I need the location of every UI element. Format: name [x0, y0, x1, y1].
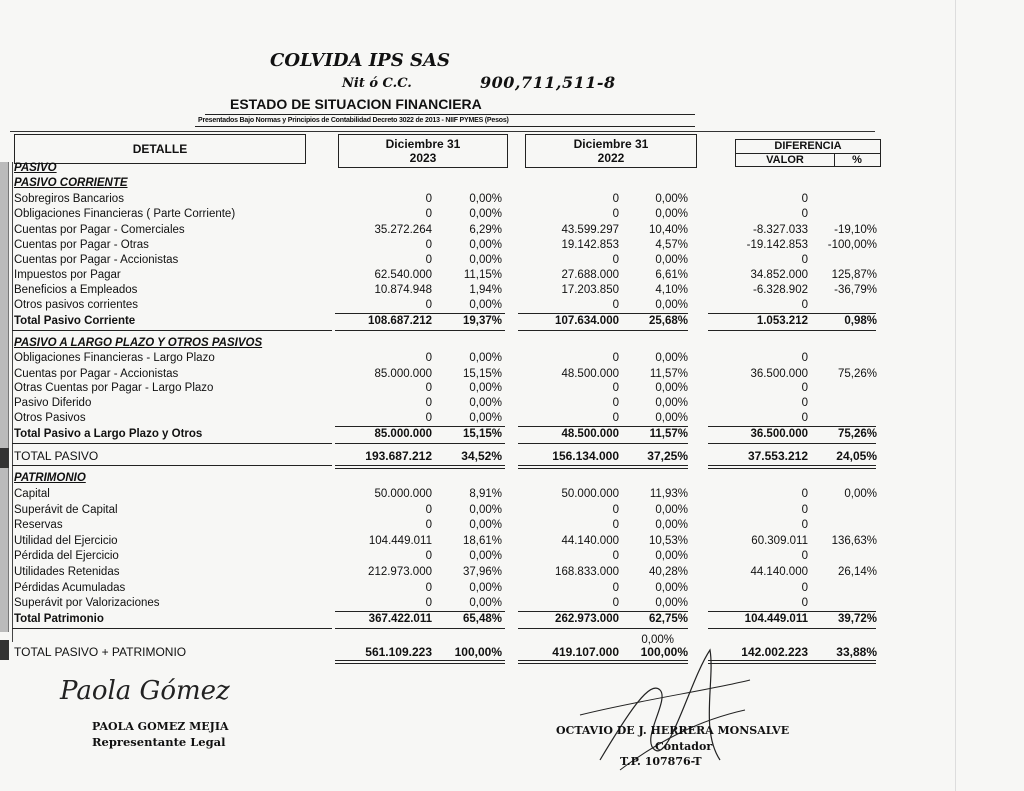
value-2022: 168.833.000 — [555, 566, 619, 578]
row-label: Superávit por Valorizaciones — [14, 597, 160, 609]
percent-2023: 65,48% — [462, 613, 502, 625]
percent-2022: 62,75% — [648, 613, 688, 625]
row-label: TOTAL PASIVO — [14, 449, 99, 463]
signer-right-tp: T.P. 107876-T — [620, 755, 702, 768]
rule-line — [708, 611, 876, 612]
difference-value: 0 — [801, 254, 808, 266]
percent-2022: 0,00% — [655, 582, 688, 594]
difference-percent: -100,00% — [827, 239, 877, 251]
percent-2023: 19,37% — [462, 315, 502, 327]
value-2023: 0 — [425, 239, 432, 251]
percent-2023: 15,15% — [462, 428, 502, 440]
rule-line — [335, 628, 505, 629]
percent-2023: 8,91% — [469, 488, 502, 500]
difference-value: 60.309.011 — [751, 535, 808, 547]
value-2023: 85.000.000 — [374, 428, 432, 440]
value-2022: 0 — [612, 412, 619, 424]
percent-2023: 18,61% — [462, 535, 502, 547]
value-2022: 27.688.000 — [561, 269, 619, 281]
col2023-line1: Diciembre 31 — [385, 137, 461, 151]
difference-value: 0 — [801, 550, 808, 562]
percent-2023: 34,52% — [461, 449, 502, 463]
diferencia-label: DIFERENCIA — [774, 140, 842, 152]
percent-2022: 4,57% — [655, 239, 688, 251]
percent-2022: 10,53% — [648, 535, 688, 547]
percent-2023: 0,00% — [469, 504, 502, 516]
rule-line — [518, 443, 688, 444]
row-label: Cuentas por Pagar - Comerciales — [14, 224, 185, 236]
rule-line — [518, 611, 688, 612]
percent-2023: 0,00% — [469, 382, 502, 394]
row-label: Beneficios a Empleados — [14, 284, 138, 296]
value-2023: 108.687.212 — [368, 315, 432, 327]
value-2023: 62.540.000 — [374, 269, 432, 281]
value-2023: 85.000.000 — [374, 368, 432, 380]
row-label: Capital — [14, 488, 50, 500]
percent-2022: 0,00% — [655, 550, 688, 562]
difference-value: -6.328.902 — [753, 284, 808, 296]
rule-line — [518, 330, 688, 331]
rule-line — [12, 628, 332, 629]
value-2023: 0 — [425, 352, 432, 364]
difference-value: 36.500.000 — [750, 368, 808, 380]
rule-line — [708, 313, 876, 314]
difference-value: 0 — [801, 208, 808, 220]
signer-right-role: Contador — [655, 740, 713, 753]
value-2023: 367.422.011 — [368, 613, 432, 625]
difference-value: 37.553.212 — [747, 449, 808, 463]
value-2022: 0 — [612, 597, 619, 609]
row-label: TOTAL PASIVO + PATRIMONIO — [14, 645, 187, 659]
value-2023: 0 — [425, 597, 432, 609]
difference-value: 0 — [801, 504, 808, 516]
report-title: ESTADO DE SITUACION FINANCIERA — [230, 96, 482, 112]
value-2023: 0 — [425, 504, 432, 516]
value-2023: 0 — [425, 193, 432, 205]
percent-2022: 11,57% — [649, 368, 688, 380]
rule-line — [12, 465, 332, 466]
difference-value: 0 — [801, 597, 808, 609]
percent-2023: 11,15% — [463, 269, 502, 281]
percent-2022: 0,00% — [655, 504, 688, 516]
percent-2022: 0,00% — [655, 519, 688, 531]
difference-percent: 136,63% — [831, 535, 877, 547]
percent-2022: 0,00% — [655, 382, 688, 394]
percent-2022: 11,93% — [649, 488, 688, 500]
row-label: Total Patrimonio — [14, 613, 104, 625]
row-label: Impuestos por Pagar — [14, 269, 121, 281]
rule-line — [518, 313, 688, 314]
percent-2022: 100,00% — [640, 645, 688, 659]
left-marker — [0, 448, 9, 468]
row-label: Utilidad del Ejercicio — [14, 535, 118, 547]
row-label: Superávit de Capital — [14, 504, 118, 516]
norms-underline — [195, 126, 695, 127]
rule-line — [12, 443, 332, 444]
value-2022: 0 — [612, 582, 619, 594]
row-label: Cuentas por Pagar - Accionistas — [14, 254, 179, 266]
value-2023: 0 — [425, 412, 432, 424]
section-pasivo-corriente: PASIVO CORRIENTE — [14, 177, 128, 189]
row-label: Otros Pasivos — [14, 412, 86, 424]
percent-2023: 100,00% — [454, 645, 502, 659]
difference-value: 0 — [801, 412, 808, 424]
row-label: Cuentas por Pagar - Accionistas — [14, 368, 179, 380]
percent-2022: 0,00% — [655, 597, 688, 609]
difference-value: 0 — [801, 299, 808, 311]
row-label: Reservas — [14, 519, 63, 531]
percent-2023: 0,00% — [469, 239, 502, 251]
value-2023: 0 — [425, 550, 432, 562]
difference-value: 142.002.223 — [741, 645, 808, 659]
nit-label: Nit ó C.C. — [342, 76, 412, 91]
title-underline — [205, 114, 695, 115]
value-2023: 0 — [425, 254, 432, 266]
percent-2022: 0,00% — [655, 193, 688, 205]
difference-value: 104.449.011 — [744, 613, 808, 625]
row-label: Otras Cuentas por Pagar - Largo Plazo — [14, 382, 214, 394]
double-rule — [335, 465, 505, 469]
percent-2023: 0,00% — [469, 193, 502, 205]
difference-value: 36.500.000 — [750, 428, 808, 440]
percent-2023: 1,94% — [469, 284, 502, 296]
detalle-header — [14, 134, 306, 164]
percent-2023: 6,29% — [469, 224, 502, 236]
difference-value: -8.327.033 — [753, 224, 808, 236]
rule-line — [518, 426, 688, 427]
difference-percent: 24,05% — [836, 449, 877, 463]
row-label: Obligaciones Financieras ( Parte Corriente) — [14, 208, 236, 220]
detalle-label: DETALLE — [132, 142, 188, 156]
difference-value: 0 — [801, 352, 808, 364]
percent-2022: 0,00% — [655, 299, 688, 311]
difference-value: 0 — [801, 519, 808, 531]
value-2023: 104.449.011 — [368, 535, 432, 547]
value-2023: 0 — [425, 582, 432, 594]
percent-2023: 0,00% — [469, 597, 502, 609]
value-2022: 0 — [612, 519, 619, 531]
value-2022: 50.000.000 — [561, 488, 619, 500]
rule-line — [12, 330, 332, 331]
value-2022: 0 — [612, 208, 619, 220]
signature-left: Paola Gómez — [60, 676, 230, 706]
value-2022: 0 — [612, 550, 619, 562]
rule-line — [335, 426, 505, 427]
value-2022: 0 — [612, 382, 619, 394]
value-2023: 0 — [425, 299, 432, 311]
difference-percent: 39,72% — [837, 613, 877, 625]
value-2022: 156.134.000 — [552, 449, 619, 463]
value-2023: 0 — [425, 397, 432, 409]
difference-value: 0 — [801, 488, 808, 500]
percent-2023: 0,00% — [469, 299, 502, 311]
norms-subtitle: Presentados Bajo Normas y Principios de Contabilidad Decreto 3022 de 2013 - NIIF PYMES (Pesos) — [198, 117, 509, 124]
row-label: Pasivo Diferido — [14, 397, 92, 409]
percent-2022: 25,68% — [648, 315, 688, 327]
percent-2023: 0,00% — [469, 397, 502, 409]
value-2023: 561.109.223 — [365, 645, 432, 659]
percent-2023: 0,00% — [469, 352, 502, 364]
row-label: Cuentas por Pagar - Otras — [14, 239, 149, 251]
value-2023: 50.000.000 — [374, 488, 432, 500]
percent-2022: 10,40% — [648, 224, 688, 236]
percent-2023: 0,00% — [469, 412, 502, 424]
value-2023: 212.973.000 — [368, 566, 432, 578]
percent-2023: 0,00% — [469, 582, 502, 594]
difference-percent: 0,98% — [844, 315, 877, 327]
column-2022-header — [525, 134, 697, 168]
value-2022: 419.107.000 — [552, 645, 619, 659]
col2023-line2: 2023 — [409, 151, 437, 165]
row-label: Sobregiros Bancarios — [14, 193, 124, 205]
value-2022: 0 — [612, 352, 619, 364]
difference-value: 44.140.000 — [750, 566, 808, 578]
row-label: Total Pasivo a Largo Plazo y Otros — [14, 428, 203, 440]
percent-2023: 37,96% — [462, 566, 502, 578]
percent-2022: 0,00% — [655, 208, 688, 220]
percent-2022: 0,00% — [655, 352, 688, 364]
percent-2022: 0,00% — [655, 397, 688, 409]
percent-2022: 6,61% — [655, 269, 688, 281]
difference-percent: -19,10% — [834, 224, 877, 236]
value-2022: 44.140.000 — [561, 535, 619, 547]
percent-2022: 0,00% — [655, 254, 688, 266]
extra-percent: 0,00% — [641, 634, 674, 646]
signer-left-name: PAOLA GOMEZ MEJIA — [92, 720, 229, 733]
rule-line — [335, 313, 505, 314]
value-2022: 0 — [612, 397, 619, 409]
percent-2023: 0,00% — [469, 208, 502, 220]
value-2023: 0 — [425, 208, 432, 220]
rule-line — [335, 443, 505, 444]
section-patrimonio: PATRIMONIO — [14, 472, 86, 484]
percent-2022: 0,00% — [655, 412, 688, 424]
value-2022: 19.142.853 — [561, 239, 619, 251]
row-label: Utilidades Retenidas — [14, 566, 120, 578]
difference-value: 0 — [801, 582, 808, 594]
row-label: Pérdidas Acumuladas — [14, 582, 126, 594]
percent-2023: 15,15% — [462, 368, 502, 380]
double-rule — [708, 465, 876, 469]
value-2023: 0 — [425, 519, 432, 531]
difference-value: 0 — [801, 382, 808, 394]
rule-line — [708, 426, 876, 427]
rule-line — [708, 443, 876, 444]
company-name: COLVIDA IPS SAS — [270, 50, 450, 71]
value-2023: 0 — [425, 382, 432, 394]
value-2022: 107.634.000 — [555, 315, 619, 327]
difference-value: 0 — [801, 193, 808, 205]
percent-2023: 0,00% — [469, 519, 502, 531]
value-2022: 0 — [612, 299, 619, 311]
percent-2022: 37,25% — [647, 449, 688, 463]
left-margin-bar — [0, 162, 9, 632]
section-pasivo-largo-plazo: PASIVO A LARGO PLAZO Y OTROS PASIVOS — [14, 337, 263, 349]
difference-value: 34.852.000 — [750, 269, 808, 281]
row-label: Otros pasivos corrientes — [14, 299, 138, 311]
pct-label: % — [834, 153, 880, 166]
value-2022: 0 — [612, 504, 619, 516]
valor-label: VALOR — [736, 153, 835, 166]
row-label: Obligaciones Financieras - Largo Plazo — [14, 352, 215, 364]
difference-value: -19.142.853 — [746, 239, 808, 251]
percent-2022: 4,10% — [655, 284, 688, 296]
section-pasivo: PASIVO — [14, 162, 57, 174]
percent-2022: 11,57% — [649, 428, 688, 440]
value-2022: 48.500.000 — [561, 428, 619, 440]
difference-percent: 125,87% — [831, 269, 877, 281]
double-rule — [335, 660, 505, 664]
diferencia-header — [735, 139, 881, 167]
value-2022: 48.500.000 — [561, 368, 619, 380]
signer-right-name: OCTAVIO DE J. HERRERA MONSALVE — [556, 724, 790, 737]
value-2022: 262.973.000 — [555, 613, 619, 625]
difference-percent: -36,79% — [834, 284, 877, 296]
left-marker — [0, 640, 9, 660]
nit-number: 900,711,511-8 — [480, 73, 616, 92]
value-2022: 0 — [612, 193, 619, 205]
difference-percent: 26,14% — [837, 566, 877, 578]
value-2023: 10.874.948 — [374, 284, 432, 296]
difference-value: 0 — [801, 397, 808, 409]
difference-value: 1.053.212 — [756, 315, 808, 327]
column-2023-header — [338, 134, 508, 168]
row-label: Pérdida del Ejercicio — [14, 550, 119, 562]
percent-2023: 0,00% — [469, 550, 502, 562]
difference-percent: 75,26% — [837, 368, 877, 380]
col2022-line2: 2022 — [597, 151, 625, 165]
difference-percent: 0,00% — [844, 488, 877, 500]
page-edge — [955, 0, 956, 791]
signer-left-role: Representante Legal — [92, 735, 226, 749]
difference-percent: 33,88% — [836, 645, 877, 659]
percent-2023: 0,00% — [469, 254, 502, 266]
difference-percent: 75,26% — [837, 428, 877, 440]
value-2022: 43.599.297 — [561, 224, 619, 236]
row-label: Total Pasivo Corriente — [14, 315, 136, 327]
col2022-line1: Diciembre 31 — [573, 137, 649, 151]
rule-line — [708, 330, 876, 331]
header-rule — [10, 131, 875, 132]
double-rule — [518, 465, 688, 469]
rule-line — [335, 611, 505, 612]
value-2022: 0 — [612, 254, 619, 266]
percent-2022: 40,28% — [648, 566, 688, 578]
value-2023: 193.687.212 — [365, 449, 432, 463]
detail-column-line — [12, 162, 13, 642]
value-2023: 35.272.264 — [374, 224, 432, 236]
rule-line — [335, 330, 505, 331]
value-2022: 17.203.850 — [561, 284, 619, 296]
